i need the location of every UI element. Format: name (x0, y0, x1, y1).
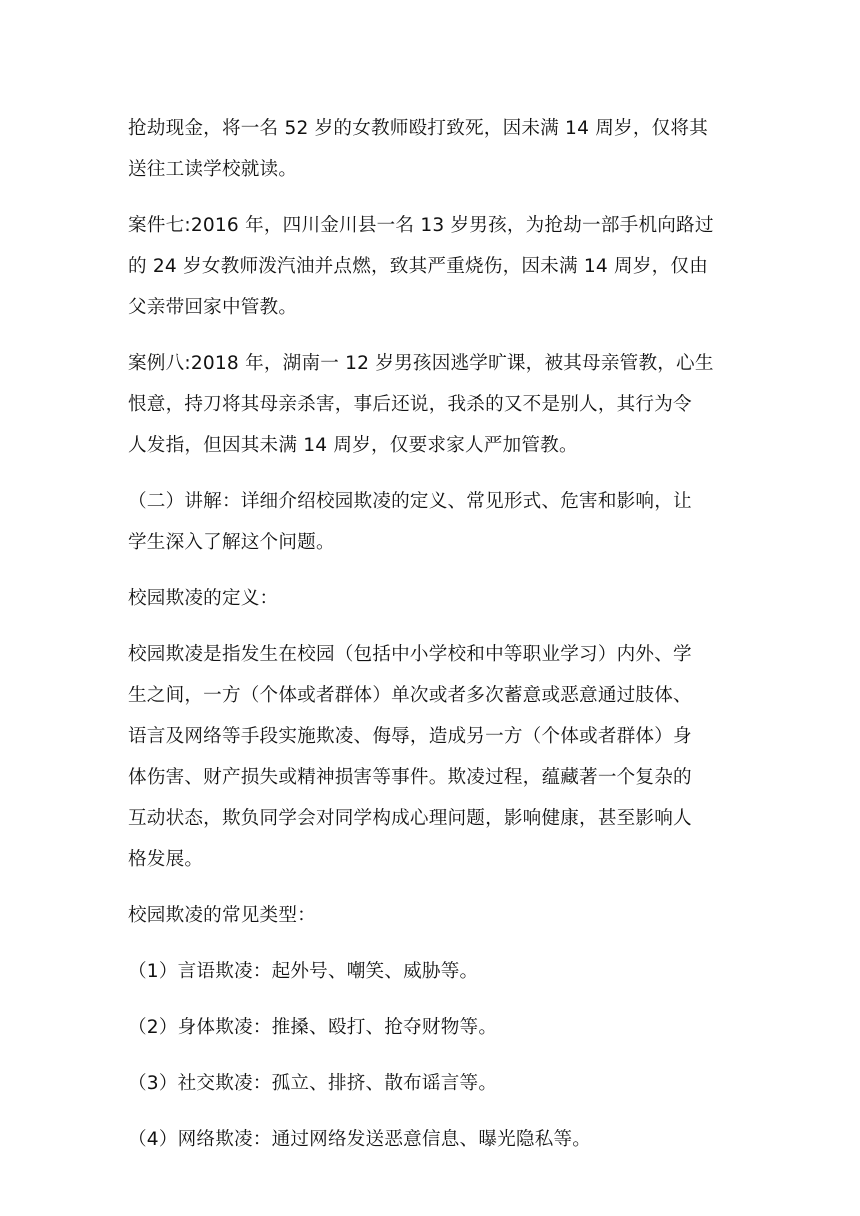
list-item-social-bullying (128, 1063, 736, 1104)
document-body (128, 108, 736, 1175)
text-line: 恨意，持刀将其母亲杀害，事后还说，我杀的又不是别人，其行为令 (128, 394, 692, 415)
text-line: 父亲带回家中管教。 (128, 297, 298, 318)
text-line: 校园欺凌是指发生在校园（包括中小学校和中等职业学习）内外、学 (128, 644, 692, 665)
text-line: 抢劫现金，将一名 52 岁的女教师殴打致死，因未满 14 周岁，仅将其 (128, 118, 708, 139)
text-line: 送往工读学校就读。 (128, 159, 298, 180)
text-line: 语言及网络等手段实施欺凌、侮辱，造成另一方（个体或者群体）身 (128, 726, 692, 747)
text-line: （二）讲解：详细介绍校园欺凌的定义、常见形式、危害和影响，让 (128, 491, 692, 512)
list-item-cyber-bullying (128, 1119, 736, 1160)
text-line: 体伤害、财产损失或精神损害等事件。欺凌过程，蕴藏著一个复杂的 (128, 767, 692, 788)
heading-definition (128, 578, 736, 619)
list-item-physical-bullying (128, 1007, 736, 1048)
text-line: （1）言语欺凌：起外号、嘲笑、威胁等。 (128, 961, 479, 982)
text-line: 人发指，但因其未满 14 周岁，仅要求家人严加管教。 (128, 435, 578, 456)
text-line: 的 24 岁女教师泼汽油并点燃，致其严重烧伤，因未满 14 周岁，仅由 (128, 256, 708, 277)
text-line: 案例八:2018 年，湖南一 12 岁男孩因逃学旷课，被其母亲管教，心生 (128, 353, 714, 374)
text-line: 案件七:2016 年，四川金川县一名 13 岁男孩，为抢劫一部手机向路过 (128, 215, 714, 236)
text-line: （2）身体欺凌：推搡、殴打、抢夺财物等。 (128, 1017, 498, 1038)
paragraph-case-continuation (128, 108, 736, 190)
text-line: （3）社交欺凌：孤立、排挤、散布谣言等。 (128, 1073, 498, 1094)
heading-types (128, 895, 736, 936)
paragraph-section-explanation (128, 481, 736, 563)
text-line: 互动状态，欺负同学会对同学构成心理问题，影响健康，甚至影响人 (128, 808, 692, 829)
text-line: 生之间，一方（个体或者群体）单次或者多次蓄意或恶意通过肢体、 (128, 685, 692, 706)
text-line: 校园欺凌的定义： (128, 588, 279, 609)
text-line: 格发展。 (128, 849, 204, 870)
paragraph-definition (128, 634, 736, 880)
paragraph-case-eight (128, 343, 736, 466)
text-line: （4）网络欺凌：通过网络发送恶意信息、曝光隐私等。 (128, 1129, 592, 1150)
text-line: 学生深入了解这个问题。 (128, 532, 335, 553)
list-item-verbal-bullying (128, 951, 736, 992)
paragraph-case-seven (128, 205, 736, 328)
text-line: 校园欺凌的常见类型： (128, 905, 316, 926)
